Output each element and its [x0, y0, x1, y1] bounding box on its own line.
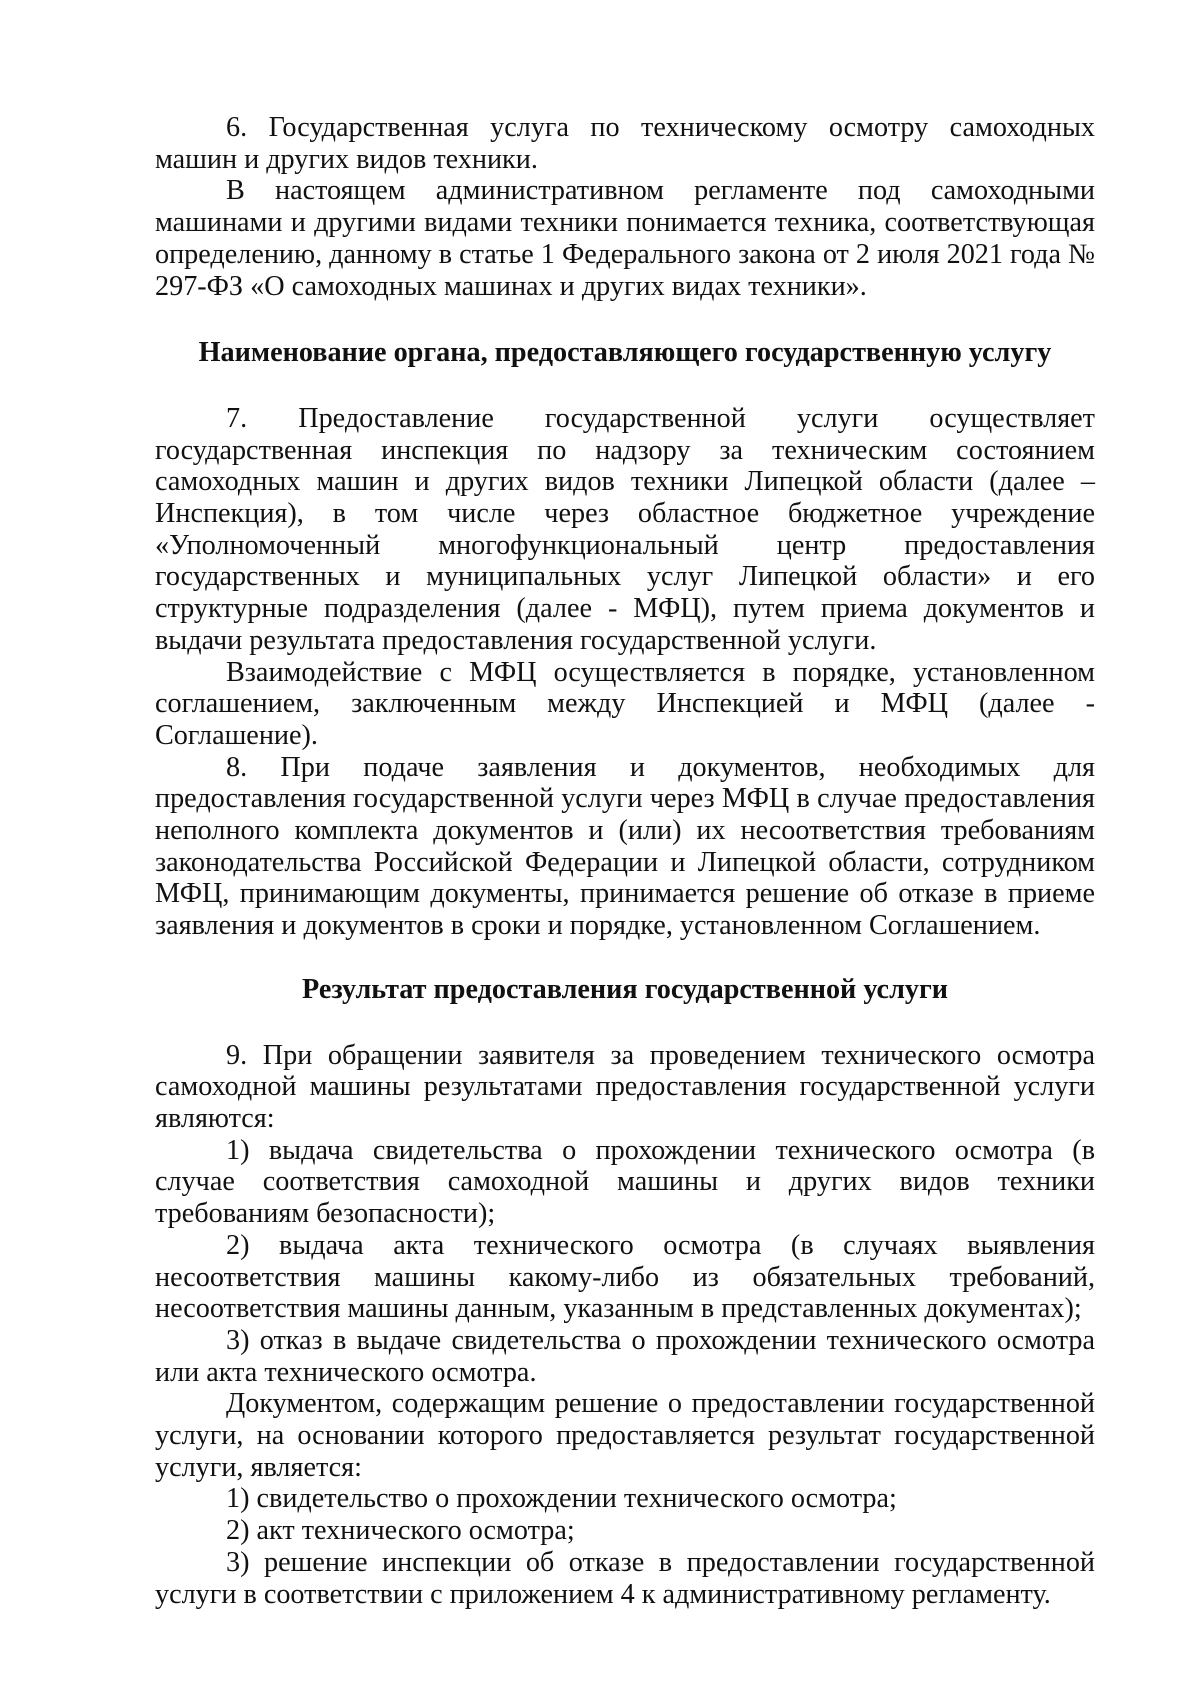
paragraph-6: 6. Государственная услуга по техническому осмотру самоходных машин и других видов техники.: [155, 112, 1095, 175]
paragraph-8: 8. При подаче заявления и документов, необходимых для предоставления государственной услуги через МФЦ в случае предоставления неполного комплекта документов и (или) их несоответствия требованиям законодательства Российской Федерации и Липецкой области, сотрудником МФЦ, принимающим документы, принимается решение об отказе в приеме заявления и документов в сроки и порядке, установленном Соглашением.: [155, 751, 1095, 942]
section-heading-authority: Наименование органа, предоставляющего государственную услугу: [198, 337, 1052, 369]
paragraph-definition: В настоящем административном регламенте под самоходными машинами и другими видами техники понимается техника, соответствующая определению, данному в статье 1 Федерального закона от 2 июля 2021 года № 297-ФЗ «О самоходных машинах и других видах техники».: [155, 175, 1095, 302]
result-item-2: 2) выдача акта технического осмотра (в случаях выявления несоответствия машины какому-либо из обязательных требований, несоответствия машины данным, указанным в представленных документах);: [155, 1229, 1095, 1325]
section-heading-result: Результат предоставления государственной услуги: [301, 973, 949, 1005]
document-item-2: 2) акт технического осмотра;: [226, 1515, 575, 1547]
result-item-3: 3) отказ в выдаче свидетельства о прохождении технического осмотра или акта технического осмотра.: [155, 1324, 1095, 1388]
paragraph-interaction: Взаимодействие с МФЦ осуществляется в порядке, установленном соглашением, заключенным между Инспекцией и МФЦ (далее - Соглашение).: [155, 656, 1095, 751]
paragraph-decision-document: Документом, содержащим решение о предоставлении государственной услуги, на основании которого предоставляется результат государственной услуги, является:: [155, 1388, 1095, 1483]
document-item-3: 3) решение инспекции об отказе в предоставлении государственной услуги в соответствии с приложением 4 к административному регламенту.: [155, 1546, 1095, 1610]
paragraph-7: 7. Предоставление государственной услуги осуществляет государственная инспекция по надзору за техническим состоянием самоходных машин и других видов техники Липецкой области (далее – Инспекция), в том числе через областное бюджетное учреждение «Уполномоченный многофункциональный центр предоставления государственных и муниципальных услуг Липецкой области» и его структурные подразделения (далее - МФЦ), путем приема документов и выдачи результата предоставления государственной услуги.: [155, 402, 1095, 656]
document-item-1: 1) свидетельство о прохождении технического осмотра;: [226, 1483, 897, 1515]
document-page: [155, 112, 1095, 1610]
result-item-1: 1) выдача свидетельства о прохождении технического осмотра (в случае соответствия самоходной машины и других видов техники требованиям безопасности);: [155, 1134, 1095, 1230]
paragraph-9: 9. При обращении заявителя за проведением технического осмотра самоходной машины результатами предоставления государственной услуги являются:: [155, 1039, 1095, 1134]
